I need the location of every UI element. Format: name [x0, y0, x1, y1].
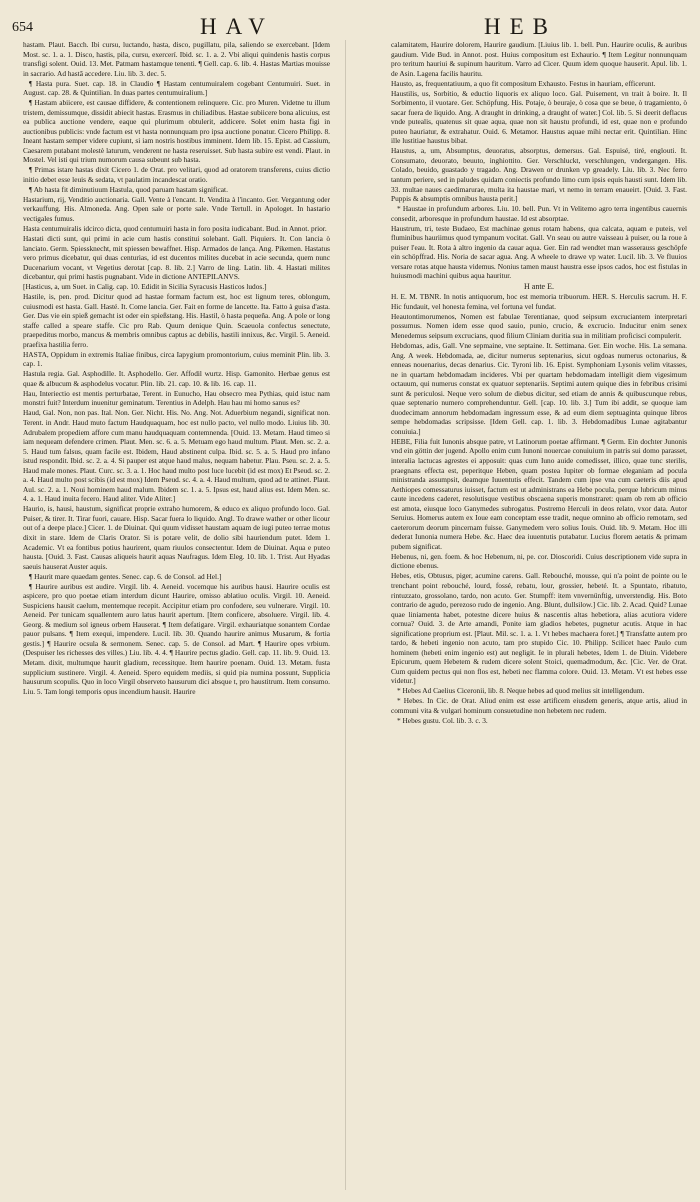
dictionary-entry: Hasta centumuiralis idcirco dicta, quod centumuiri hasta in foro posita iudicabant. Bud. in Annot. prior.	[23, 224, 327, 234]
dictionary-entry: Haurio, is, hausi, haustum, significat proprie extraho humorem, & educo ex aliquo profundo loco. Gal. Puiser, & tirer. It. Tirar fuori, cauare. Hisp. Sacar fuera lo liquido. Angl. To drawe wather or other licour out of a deepe place.] Cicer. 1. de Diuinat. Qui quum vidisset haustam aquam de iugi puteo terrae motus dixit in stare. Idem de Claris Orator. Si is potare velit, de dolio sibi hauriendum putet. Idem 1. Academic. Vt ea fontibus potius haurirent, quam riuulos consectentur. Idem de Diuinat. Aqua e puteo hausta. [Ouid. 3. Fast. Causas aliqueis haurit aquas Naufragus. Idem Eleg. 10. lib. 1. Trist. Aut Hyadas saeuis hauserat Auster aquis.	[23, 504, 330, 571]
dictionary-entry: HEBE, Filia fuit Iunonis absque patre, vt Latinorum poetae affirmant. ¶ Germ. Ein dochter Junonis vnd ein göttin der jugend. Apollo enim cum Iunoni nouercae conuiuium in patris sui domo parasset, interalia lactucas agrestes ei apposuit: quas cum Iuno auide comedisset, illico, quae tunc sterilis, praegnans effecta est, peperitque Heben, quam postea Iupiter ob formae eleganiam ad pocula ministranda assumpsit, deamque Iuuentutis effecit. Tandem cum ipse vna cum caeteris diis apud Aethiopes comessaturus iuisset, factum est ut administrans ea Hebe pocula, perque lubricum minus caute incedens caderet, resolutisque vestibus obscaena superis monstraret: quam ob rem ab officio est amota, eiusque loco Ganymedes subrogatus. Postremo Herculi in deos relato, vxor data. Autor Seruius. Homerus autem ex Ioue eam conceptam esse tradit, neque omnino ab officio remotam, sed caeterorum deorum pincernam fuisse. Ganymedem vero solius Iouis. Ouid. lib. 9. Metam. Hoc illi dederat Iunonia numera Hebe. &c. Haec dea iuuentutis putabatur. Lucius florem aetatis & primam pubem significat.	[391, 436, 687, 551]
dictionary-entry: Hastula regia. Gal. Asphodille. It. Asphodello. Ger. Affodil wurtz. Hisp. Gamonito. Herbae genus est quae & albucum & asphodelus vocatur. Plin. lib. 21. cap. 10. & lib. 16. cap. 11.	[23, 369, 330, 388]
right-running-head: HEB	[484, 14, 557, 39]
right-column	[391, 40, 687, 1192]
section-heading: H ante E.	[524, 281, 554, 291]
dictionary-entry: Haud, Gal. Non, non pas. Ital. Non. Ger. Nicht. His. No. Ang. Not. Aduerbium negandi, significat non. Terent. in Andr. Haud muto factum Haudquaquam, hoc est nullo pacto, vel nullo modo. Liuius lib. 30. Adrubalem propediem affore cum manu haudquaquam contemnenda. [Ouid. 13. Metam. Haud timeo si iam nequeam defendere crimen. Plaut. Men. sc. 6. a. 5. Metuam ego haud multum. Plaut. Men. sc. 2. a. 5. Haud tum falsus, quam facile est. Ibidem, Haud abstinent culpa. Ibid. sc. 5. a. 5. Haud pro infano istud respondit. Ibid. sc. 2. a. 4. Si pauper est atque haud malus, nequam habetur. Plau. Pseu. sc. 2. a. 5. Haud male mones. Plaut. Curc. sc. 3. a. 1. Hoc haud multo post luce lucebit (id est mox) Et Pseud. sc. 2. a. 4. Haud multo post scibis (id est mox) Idem Pseud. sc. 4. a. 4. Haud multum, quod ad te attinet. Plaut. Aul. sc. 2. a. 1. Noui hominem haud malum. Ibidem sc. 1. a. 5. Ipsus est, haud alius est. Idem Men. sc. 4. a. 1. Haud inuita fecero. Haud aliter. Vide Aliter.]	[23, 408, 330, 504]
column-gutter	[345, 40, 346, 1190]
dictionary-entry: * Hebes Ad Caelius Ciceronii, lib. 8. Neque hebes ad quod melius sit intelligendum.	[397, 686, 645, 696]
left-running-head: HAV	[200, 14, 274, 39]
dictionary-entry: Hastile, is, pen. prod. Dicitur quod ad hastae formam factum est, hoc est lignum teres, oblongum, cuiusmodi est hasta. Gall. Hasté. It. Come lancia. Ger. Fait en forme de lancette. Ita. Fatto à guisa d'asta. Ger. Das vie ein spieß gemacht ist oder ein spießstang. His. Hastil, ò hasta pequeña. Ang. A pole or long staffe called a speare staffe. Cic pro Rab. Quum denique Quin. Scaeuola confectus senectute, praepeditus morbo, mancus & membris omnibus captus ac debilis, hastili innixus, &c. Virgil. 5. Aeneid. praefixa hastilia ferro.	[23, 292, 330, 349]
dictionary-entry: Hausto, as, frequentatiuum, a quo fit compositum Exhausto. Festus in hauriam, efficerunt.	[391, 78, 656, 88]
dictionary-entry: H. E. M. TBNR. In notis antiquorum, hoc est memoria tribuorum. HER. S. Herculis sacrum. H. F. Hic fundauit, vel honesta femina, vel fortuna vel fundat.	[391, 292, 687, 311]
dictionary-entry: * Hebes gustu. Col. lib. 3. c. 3.	[397, 715, 488, 725]
dictionary-entry: ¶ Primas istare hastas dixit Cicero 1. de Orat. pro velitari, quod ad oratorem transferens, cuius dictio initio debet esse leuis & sedata, vt paulatim incandescat oratio.	[23, 165, 330, 184]
dictionary-entry: Heautontimorumenos, Nomen est fabulae Terentianae, quod seipsum excruciantem interpretari possumus. Nomen idem esse quod sauio, punio, crucio, & excrucio. Inducitur enim senex Menedemus seipsum excrucians, quod filium Cliniam duritia sua in militiam proficisci compulerit.	[391, 311, 687, 341]
dictionary-entry: Haustus, a, um, Absumptus, deuoratus, absorptus, demersus. Gal. Espuisé, tiré, englouti. It. Consumato, deuorato, beuuto, inghiottito. Ger. Verschluckt, verschlungen, vndergangen. His. Colado, beuido, guastado y tragado. Ang. Drawen or drunken vp greadely. Liu. lib. 3. Nec ferro tantum periere, sed in paludes quidam coniectis profundo limo cum ipsis equis hausti sunt. Idem lib. 33. multae naues caedimarurae, multa ita haustae mari, vt nemo in terram enaueirt. [Ouid. 3. Fast. Puppis & absumptis omnibus hausta perit.]	[391, 146, 687, 204]
dictionary-entry: * Hebes. In Cic. de Orat. Aliud enim est esse artificem eiusdem generis, atque artis, aliud in communi vita & vulgari hominum consuetudine non hebetem nec rudem.	[391, 696, 687, 715]
dictionary-entry: Haustrum, tri, teste Budaeo, Est machinae genus rotam habens, qua calcata, aquam e puteis, vel fluminibus hauriimus quod tympanum vocitat. Gall. Vn seau ou autre vaisseau à puiser, ou la roue à puiser l'eau. It. Rota à altro ingenio da cauar aqua. Ger. Ein rad wendtet man wasserauss geschöpfe ein schöpffrad. His. Noria de sacar agua. Ang. A wheele to drawe vp water. Lucil. lib. 3. Ve fluuios versare rotas atque hausta videmus. Nonius tamen maust haustra esse ipsos cados, hoc est fistulas in huiusmodi machini quibus aqua hauritur.	[391, 223, 687, 281]
running-header	[0, 0, 700, 40]
dictionary-entry: Hebdomas, adis, Gall. Vne sepmaine, vne septaine. It. Settimana. Ger. Ein woche. His. La semana. Ang. A week. Hebdomada, ae, dicitur numerus septenarius, sicut ogdoas numerus octonarius, & enneas nouenarius, decas denarius. Cic. Tyroni lib. 16. Epist. Symphoniam Lysonis velim vitasses, ne in quartam hebdomadam incideres. Vbi per quartam hebdomadam intelligit diem vigesimum octauum, qui numerus constat ex quatuor septenariis. Septimi autem quique dies in febribus crisimi sunt & periculosi. Neque vero solum de diebus dicitur, sed etiam de annis & quibuscunque rebus, quae septenario numero comprehenduntur. Gell. [cap. 10. lib. 3.] Tum ibi addit, se quoque iam duodecimam annorum hebdomadam ingressum esse, & ad eum diem septuaginta quinque libros sempe hebdomadas scripsisse. [Idem Gell. cap. 1. lib. 3. Hebdomadibus Lunae agitabantur conuiuia.]	[391, 341, 687, 436]
dictionary-entry: * Haustae in profundum arbores. Liu. 10. bell. Pun. Vt in Velitemo agro terra ingentibus cauernis consedit, arboresque in profundum haustae. Id est absorptae.	[391, 204, 687, 223]
dictionary-entry: Haustilis, us, Sorbitio, & eductio liquoris ex aliquo loco. Gal. Puisement, vn trait à boire. It. Il Sorbimento, il vuotare. Ger. Schöpfung. His. Potaje, ò beuraje, ò cosa que se beue, ò tragamiento, ò sacar fuera de liquido. Ang. A draught in drinking, a draught of water.] Col. lib. 5. Si deerit deflacus vnde putealis, quatenus sit quae aqua, quae non sit haustu profundi, id est, quae non e profundo puteo hauriatur, & extrahatur. Ouid. 6. Metamor. Haustus aquae mihi nectar erit. Quintilian. Hinc ille lustitiae haustus bibat.	[391, 88, 687, 146]
dictionary-entry: calamitatem, Haurire dolorem, Haurire gaudium. [Liuius lib. 1. bell. Pun. Haurire oculis, & auribus gaudium. Vide Bud. in Annot. post. Huius compositum est Exhaurio. ¶ Item Legitur nonnunquam pro teritum hauriui & supinum hauritum. Varro ad Cicer. Quum idem quoque hauserit. Apul. lib. 1. de Asin. Lagena facilis hauritu.	[391, 40, 687, 78]
dictionary-entry: Hau, Interiectio est mentis perturbatae, Terent. in Eunucho, Hau obsecro mea Pythias, quid istuc nam monstri fuit? Interdum inuenitur geminatum. Terentius in Adelph. Hau hau mi homo sanus es?	[23, 388, 330, 408]
page-number: 654	[12, 20, 33, 35]
dictionary-entry: ¶ Hastam abiicere, est causae diffidere, & contentionem relinquere. Cic. pro Muren. Videtne tu illum tristem, demissumque, dissidit abiecit hastas. Erasmus in chiliadibus. Hastae subiicere bona alicuius, est ea publica auctione vendere, eaque qui plurimum obtulerit, addicere. Solet enim hasta figi in auctionibus publicis: vnde factum est vt hasta nonnunquam pro ipsa auctione ponatur. Cicero Philipp. 8. Ineant hastam semper videre cupiunt, si iam nostris hostibus imminent. Idem lib. 15. Epist. ad Cassium, Caesarem putabant molestè laturum, venderent ne hasta reseruisset. Sub hasta subire est vendi. Plaut. in Mostel. Vel isti qui trium numorum causa subeunt sub hasta.	[23, 98, 330, 165]
left-column	[23, 40, 330, 1192]
dictionary-entry: HASTA, Oppidum in extremis Italiae finibus, circa Iapygium promontorium, cuius meminit Plin. lib. 3. cap. 1.	[23, 349, 330, 369]
dictionary-entry: ¶ Haurire auribus est audire. Virgil. lib. 4. Aeneid. vocemque his auribus hausi. Haurire oculis est aspicere, pro quo poetae etiam interdum dicunt Haurire, omisso ablatiuo oculis. Virgil. 10. Aeneid. Suspiciens hausit caelum, mentemque recepit. Accipitur etiam pro confodere, seu vulnerare. Virgil. 10. Aeneid. Per tunicam squallentem auro latus haurit apertum. [Item conficere, absoluere. Virgil. lib. 4. Georg. & medium sol igneus orbem Hauserat. ¶ Item defatigare. Virgil. exhauriatque sonantem Cordae pauor pulsans. ¶ Item exequi, impendere. Lucil. lib. 30. Quando haurire animus Musarum, & fortia gestis.] ¶ Haurire ocsula & sermonem. Senec. cap. 5. de Consol. ad Mart. ¶ Haurire opes vrbium. (Despuiser les richesses des villes.) Liu. lib. 4. 4. ¶ Haurire pectus gladio. Gell. cap. 11. lib. 9. Ouid. 13. Metam. dixit, multumque haurit gladium, recessitque. Item haurire poenam. Ouid. 13. Metam. fusta supplicium sustinere. Virgil. 4. Aeneid. Spero equidem mediis, si quid pia numina possunt, Supplicia hausurum scopulis. Quo in loco Virgil observeto hausurum dici absque t, pro haustitrum. Item consumo. Liu. 5. Tam longi temporis opus incendium hausit. Haurire	[23, 581, 330, 696]
dictionary-entry: ¶ Haurit mare quaedam gentes. Senec. cap. 6. de Consol. ad Hel.]	[29, 571, 222, 581]
dictionary-entry: Hastarium, rij, Venditio auctionaria. Gall. Vente à l'encant. It. Vendita à l'incanto. Ger. Vergantung oder verkauffung. His. Almoneda. Ang. Open sale or porte sale. Vnde Tertull. in Apologet. In hastario vectigales fumus.	[23, 194, 330, 224]
dictionary-entry: ¶ Hasta pura. Suet. cap. 18. in Claudio ¶ Hastam centumuiralem cogebant Centumuiri. Suet. in August. cap. 28. & Quintilian. In duas partes centumuiralium.]	[23, 78, 330, 98]
dictionary-entry: Hebenus, ni, gen. foem. & hoc Hebenum, ni, pe. cor. Dioscoridi. Cuius descriptionem vide supra in dictione ebenus.	[391, 551, 687, 571]
dictionary-entry: Hebes, etis, Obtusus, piger, acumine carens. Gall. Rebouché, mousse, qui n'a point de pointe ou le trenchant point rebouché, lourd, fossé, rebatu, lour, grossier, hebeté. It. a Spuntato, ribatuto, rintuzzato, grossolano, tardo, non acuto. Ger. Stumpff: item vnvernünftig, unverstendig. His. Boto contrario de agudo, perezoso rudo de ingenio. Ang. Blunt, dullsilow.] Cic. lib. 2. Acad. Quid? Lunae quae liniamenta habet, potestne dicere huius & nascentis altas hebetiora, alias acutiora videre cornua? Ouid. 3. de Arte amandi, Ponite iam gladios hebetes, pugnetur acutis. Atque in hac significatione proprium est. [Plaut. Mil. sc. 1. a. 1. Vt hebes machaera foret.] ¶ Transfatte autem pro tardo, & hebeti ingenio non acuto, tam pro stupido Cic. 10. Philipp. Scilicet haec Paulo cum hominem (hebeti enim ingenio est) aut negligit. Ie in plurali hebetes, Idem 1. de Diuin. Videbere Epicurum, quem Hebetem & rudem dicere solent Stoici, quemadmodum, &c. [Cic. Ver. de Orat. Cum quidem pectus qui non flos est, hebeti nec flamma colore. Ouid. 13. Metam. Vt est hebes esse videtur.]	[391, 571, 687, 686]
dictionary-entry: [Hasticus, a, um Suet. in Calig. cap. 10. Edidit in Sicilia Syracusis Hasticos ludos.]	[23, 282, 267, 292]
dictionary-entry: Hastati dicti sunt, qui primi in acie cum hastis constitui solebant. Gall. Piquiers. It. Con lancia ò lanciato. Germ. Spiessknecht, mit spiessen bewaffnet. Hisp. Armados de lança. Ang. Pikemen. Hastatus vero primus dicebatur, qui duas centurias, id est ducentos milites ducebat in acie secunda, quem nunc Ducenarium vocant, vt Vegetius derotat [cap. 8. lib. 2.] Varro de ling. Latin. lib. 4. Hastati milites dicebantur, qui primi hastis pugnabant. Vide in dictione ANTEPILANVS.	[23, 234, 330, 282]
dictionary-entry: ¶ Ab hasta fit diminutiuum Hastula, quod paruam hastam significat.	[29, 184, 228, 194]
dictionary-entry: hastam. Plaut. Bacch. Ibi cursu, luctando, hasta, disco, pugillatu, pila, saliendo se exercebant. [Idem Most. sc. 1. a. 1. Disco, hastis, pila, cursu, exercerí. Ibid. sc. 1. a. 2. Vbi aliqui quindenis hastis corpus transfigi solent. Ouid. 13. Met. Patmam hastamque tenenti. ¶ Gell. cap. 6. lib. 4. Hastas Martias mouisse in sacrario. Ad hastā accedere. Liu. lib. 3. dec. 5.	[23, 40, 330, 78]
